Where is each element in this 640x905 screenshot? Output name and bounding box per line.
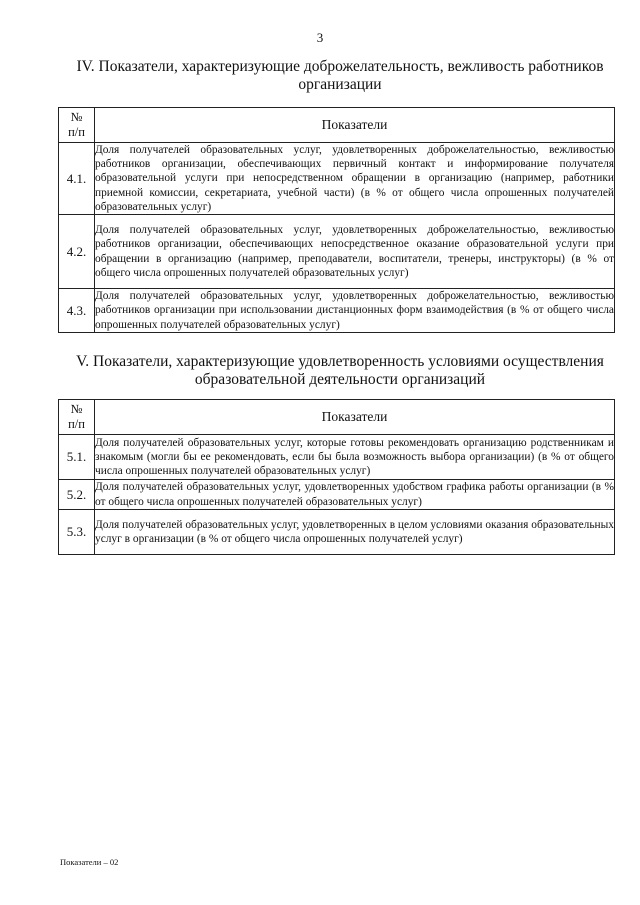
section-v-title: [40, 353, 640, 389]
column-header-indicators: Показатели: [95, 108, 615, 143]
section-v-title-line1: V. Показатели, характеризующие удовлетворенность условиями осуществления: [76, 353, 604, 370]
page-number: 3: [316, 30, 324, 45]
column-header-indicators: Показатели: [95, 400, 615, 435]
section-iv-title-line2: организации: [298, 76, 382, 93]
row-description: Доля получателей образовательных услуг, удовлетворенных доброжелательностью, вежливостью работников организации при использовании дистанционных форм взаимодействия (в % от общего числа опрошенных получателей образовательных услуг): [95, 290, 614, 331]
section-iv-title-line1: IV. Показатели, характеризующие доброжелательность, вежливость работников: [76, 58, 604, 75]
table-row: [59, 215, 615, 289]
table-header-row: [59, 108, 615, 143]
column-header-number-symbol: №: [70, 402, 83, 416]
table-row: [59, 289, 615, 333]
table-header-row: [59, 400, 615, 435]
row-number: 5.2.: [59, 480, 95, 510]
row-number: 4.3.: [59, 289, 95, 333]
table-row: [59, 480, 615, 510]
section-v-title-line2: образовательной деятельности организаций: [194, 371, 486, 388]
row-number: 4.1.: [59, 143, 95, 215]
row-number: 5.3.: [59, 510, 95, 555]
column-header-number-abbrev: п/п: [68, 417, 85, 431]
table-row: [59, 435, 615, 480]
row-description: Доля получателей образовательных услуг, удовлетворенных удобством графика работы организации (в % от общего числа опрошенных получателей образовательных услуг): [95, 481, 614, 508]
column-header-number-abbrev: п/п: [68, 125, 85, 139]
footer-label: Показатели – 02: [60, 857, 119, 867]
row-number: 4.2.: [59, 215, 95, 289]
column-header-number-symbol: №: [70, 110, 83, 124]
row-description: Доля получателей образовательных услуг, удовлетворенных доброжелательностью, вежливостью работников организации, обеспечивающих непосредственное оказание образовательной услуги при обращении в организацию (например, преподаватели, воспитатели, тренеры, инструкторы) (в % от общего числа опрошенных получателей образовательных услуг): [95, 215, 615, 289]
table-row: [59, 143, 615, 215]
section-iv-table: [58, 107, 615, 333]
column-header-number: [59, 108, 95, 143]
section-iv-title: [40, 58, 640, 94]
table-row: [59, 510, 615, 555]
row-description: Доля получателей образовательных услуг, удовлетворенных в целом условиями оказания образовательных услуг в организации (в % от общего числа опрошенных получателей услуг): [95, 510, 615, 555]
row-description: Доля получателей образовательных услуг, которые готовы рекомендовать организацию родственникам и знакомым (могли бы ее рекомендовать, если бы была возможность выбора организации) (в % от общего числа опрошенных получателей образовательных услуг): [95, 435, 615, 480]
column-header-number: [59, 400, 95, 435]
row-description: Доля получателей образовательных услуг, удовлетворенных доброжелательностью, вежливостью работников организации, обеспечивающих первичный контакт и информирование получателя образовательной услуги при непосредственном обращении в организацию (например, работники приемной комиссии, секретариата, учебной части) (в % от общего числа опрошенных получателей образовательных услуг): [95, 144, 614, 213]
section-v-table: [58, 399, 615, 555]
row-number: 5.1.: [59, 435, 95, 480]
